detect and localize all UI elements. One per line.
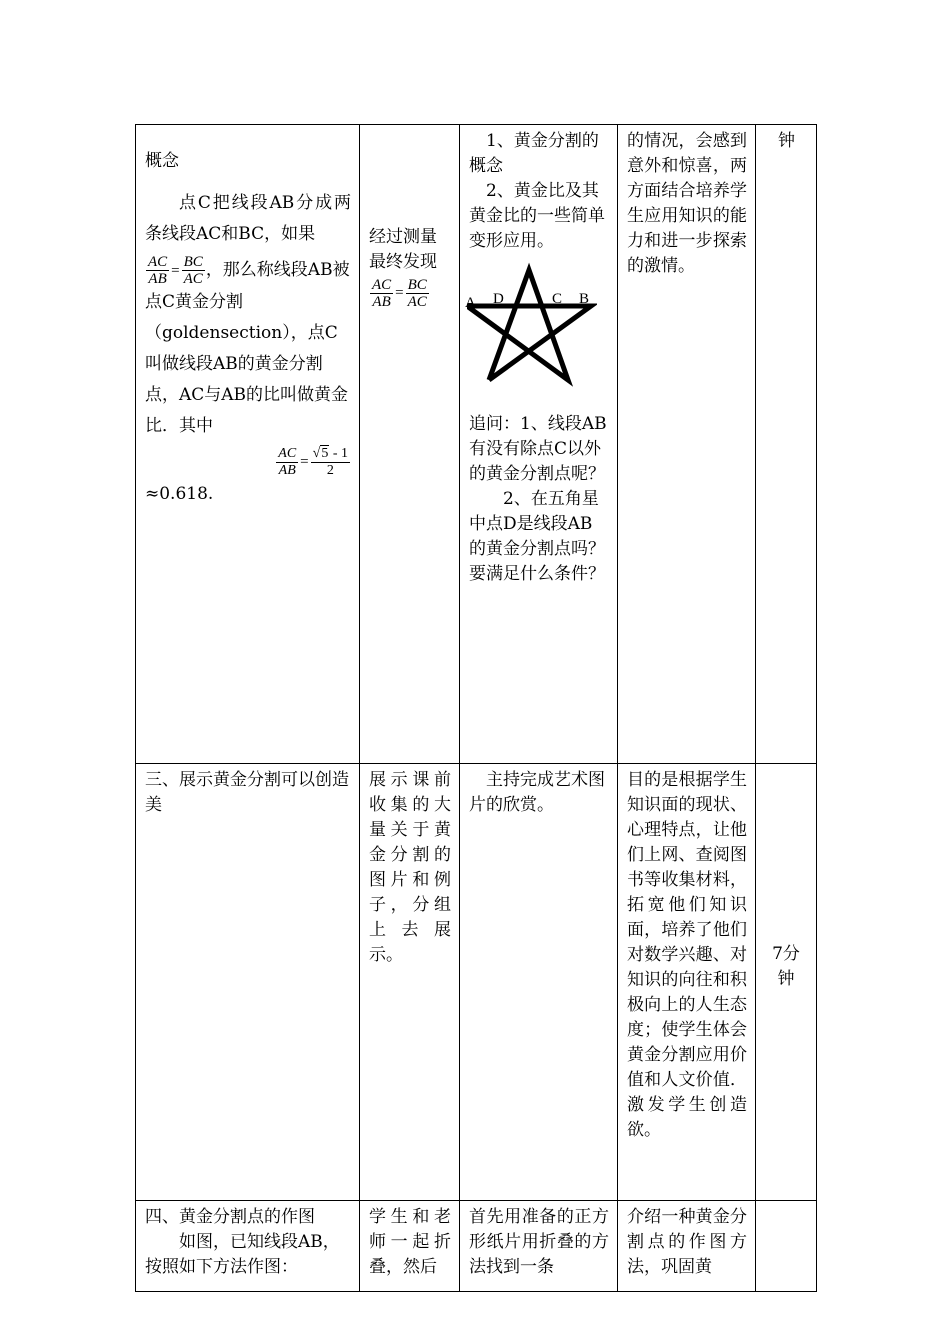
label-point-a: A xyxy=(465,295,476,311)
section-title: 四、黄金分割点的作图 xyxy=(145,1207,315,1227)
point-1: 1、黄金分割的概念 xyxy=(469,131,599,176)
concept-definition: 点C把线段AB分成两条线段AC和BC，如果 xyxy=(145,193,351,244)
cell-content: 主持完成艺术图片的欣赏。 xyxy=(460,764,618,1201)
label-point-c: C xyxy=(552,291,563,307)
ratio-formula: $\frac{AC}{AB}$ = $\frac{BC}{AC}$ xyxy=(372,277,427,310)
cell-content xyxy=(136,1201,360,1292)
fraction: $\frac{AC}{AB}$ xyxy=(148,254,168,287)
fraction: $\frac{AC}{AB}$ xyxy=(372,277,392,310)
time-cell xyxy=(756,1201,817,1292)
definition-continued: ，那么称线段AB被点C黄金分割（goldensection），点C叫做线段AB的黄金分割点，AC与AB的比叫做黄金比．其中 xyxy=(145,260,350,436)
cell-content: 介绍一种黄金分割点的作图方法，巩固黄 xyxy=(618,1201,756,1292)
cell-content: 学生和老师一起折叠，然后 xyxy=(360,1201,460,1292)
lesson-plan-table xyxy=(135,124,817,1292)
cell-content xyxy=(460,125,618,764)
sqrt-symbol: √5 xyxy=(312,446,329,461)
cell-content xyxy=(136,125,360,764)
measurement-text: 经过测量最终发现 xyxy=(369,227,437,272)
fraction: $\frac{BC}{AC}$ xyxy=(183,254,203,287)
cell-content xyxy=(360,125,460,764)
cell-content: 的情况，会感到意外和惊喜，两方面结合培养学生应用知识的能力和进一步探索的激情。 xyxy=(618,125,756,764)
table-row xyxy=(136,764,817,1201)
pentagram-figure xyxy=(467,258,597,388)
approx-value: ≈0.618. xyxy=(145,484,214,504)
cell-content: 首先用准备的正方形纸片用折叠的方法找到一条 xyxy=(460,1201,618,1292)
time-cell: 钟 xyxy=(756,125,817,764)
ratio-formula: $\frac{AC}{AB}$ = $\frac{BC}{AC}$ ，那么称线段AB被点C黄金分割（goldensection），点C叫做线段AB的黄金分割点，AC与AB的比叫做黄金比．其中 xyxy=(145,254,350,436)
point-2: 2、黄金比及其黄金比的一些简单变形应用。 xyxy=(469,181,605,251)
table-row xyxy=(136,125,817,764)
fraction: $\frac{AC}{AB}$ xyxy=(278,446,297,478)
golden-ratio-formula: $\frac{AC}{AB}$ = $\frac{√5 - 1}{2}$ xyxy=(278,446,348,478)
follow-up-question-1: 追问：1、线段AB有没有除点C以外的黄金分割点呢？ xyxy=(469,414,607,484)
fraction: $\frac{√5 - 1}{2}$ xyxy=(312,446,348,478)
follow-up-question-2: 2、在五角星中点D是线段AB的黄金分割点吗？要满足什么条件？ xyxy=(469,489,605,584)
pentagram-icon xyxy=(467,258,597,388)
time-cell: 7分钟 xyxy=(756,764,817,1201)
concept-heading: 概念 xyxy=(145,151,179,171)
cell-content: 展示课前收集的大量关于黄金分割的图片和例子，分组上去展示。 xyxy=(360,764,460,1201)
table-row xyxy=(136,1201,817,1292)
construction-instruction: 如图，已知线段AB，按照如下方法作图： xyxy=(145,1232,340,1277)
label-point-d: D xyxy=(493,291,504,307)
cell-content: 目的是根据学生知识面的现状、心理特点，让他们上网、查阅图书等收集材料，拓宽他们知识面，培养了他们对数学兴趣、对知识的向往和积极向上的人生态度；使学生体会黄金分割应用价值和人文价值．激发学生创造欲。 xyxy=(618,764,756,1201)
label-point-b: B xyxy=(579,291,590,307)
fraction: $\frac{BC}{AC}$ xyxy=(407,277,427,310)
section-title: 三、展示黄金分割可以创造美 xyxy=(136,764,360,1201)
